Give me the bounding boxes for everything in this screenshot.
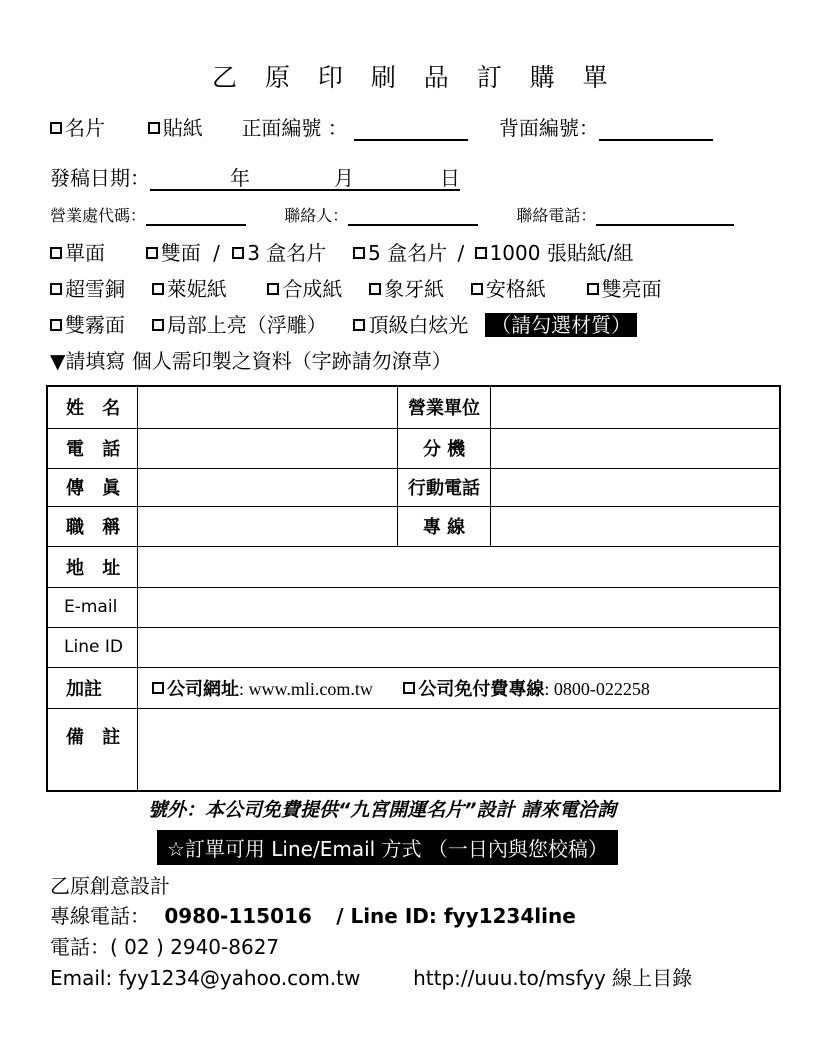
job-title-field[interactable] <box>138 506 398 546</box>
sticker-set-label: 1000 張貼紙/組 <box>489 241 634 265</box>
contact-person-label: 聯絡人： <box>284 206 349 225</box>
line-id-text: / Line ID: fyy1234line <box>336 904 576 928</box>
box5-label: 5 盒名片 <box>368 241 448 265</box>
double-side-checkbox[interactable] <box>146 247 158 259</box>
table-row <box>47 428 780 468</box>
material-checkbox[interactable] <box>353 319 365 331</box>
date-label: 發稿日期： <box>50 166 150 190</box>
separator: / <box>457 241 465 265</box>
mobile-label: 行動電話 <box>398 468 491 506</box>
job-title-label: 職 稱 <box>47 506 138 546</box>
material-label: 象牙紙 <box>384 277 445 301</box>
card-checkbox[interactable] <box>50 122 62 134</box>
date-field[interactable] <box>150 166 460 191</box>
instruction-text: ▼請填寫 個人需印製之資料（字跡請勿潦草） <box>50 349 452 373</box>
material-label: 頂級白炫光 <box>368 313 469 337</box>
name-field[interactable] <box>138 386 398 428</box>
website-value: : www.mli.com.tw <box>239 678 373 699</box>
contact-phone-label: 聯絡電話： <box>516 206 597 225</box>
table-row <box>47 546 780 587</box>
single-side-label: 單面 <box>65 241 105 265</box>
toll-free-value: : 0800-022258 <box>544 678 650 699</box>
hotline-number: 0980-115016 <box>164 904 312 928</box>
mobile-field[interactable] <box>491 468 781 506</box>
direct-line-field[interactable] <box>491 506 781 546</box>
toll-free-label: 公司免付費專線 <box>418 678 545 700</box>
material-hint: （請勾選材質） <box>485 313 637 337</box>
material-label: 超雪銅 <box>65 277 125 301</box>
material-label: 安格紙 <box>485 277 546 301</box>
back-number-field[interactable] <box>599 121 713 141</box>
front-number-label: 正面編號 ： <box>241 116 348 140</box>
website-checkbox[interactable] <box>152 682 164 694</box>
business-unit-label: 營業單位 <box>398 386 491 428</box>
card-option-label: 名片 <box>65 116 105 140</box>
material-checkbox[interactable] <box>50 283 62 295</box>
material-label: 雙亮面 <box>601 277 662 301</box>
print-option-row <box>50 237 634 266</box>
contact-row <box>50 203 734 226</box>
remark-label: 備 註 <box>47 708 138 791</box>
material-row-2 <box>50 309 637 338</box>
email-url-line <box>50 962 692 991</box>
hotline-line <box>50 900 576 929</box>
line-id-field[interactable] <box>138 627 781 667</box>
business-unit-field[interactable] <box>491 386 781 428</box>
month-label: 月 <box>334 166 354 190</box>
material-label: 合成紙 <box>282 277 343 301</box>
email-label: E-mail <box>47 587 138 627</box>
email-field[interactable] <box>138 587 781 627</box>
order-form-table <box>46 385 781 792</box>
material-checkbox[interactable] <box>369 283 381 295</box>
sticker-set-checkbox[interactable] <box>475 247 487 259</box>
material-checkbox[interactable] <box>152 319 164 331</box>
phone-text: 電話：( 02 ) 2940-8627 <box>50 935 280 959</box>
contact-person-field[interactable] <box>348 206 478 226</box>
company-name: 乙原創意設計 <box>50 874 170 898</box>
table-row <box>47 708 780 791</box>
page-title: 乙 原 印 刷 品 訂 購 單 <box>212 63 618 92</box>
front-number-field[interactable] <box>354 121 468 141</box>
material-checkbox[interactable] <box>267 283 279 295</box>
material-checkbox[interactable] <box>152 283 164 295</box>
direct-line-label: 專 線 <box>398 506 491 546</box>
fax-label: 傳 眞 <box>47 468 138 506</box>
separator: / <box>213 241 220 265</box>
extension-field[interactable] <box>491 428 781 468</box>
phone-label: 電 話 <box>47 428 138 468</box>
address-label: 地 址 <box>47 546 138 587</box>
agent-code-label: 營業處代碼： <box>50 206 147 225</box>
double-side-label: 雙面 <box>160 241 201 265</box>
remark-field[interactable] <box>138 708 781 791</box>
email-text: Email: fyy1234@yahoo.com.tw <box>50 966 361 990</box>
box3-label: 3 盒名片 <box>247 241 327 265</box>
table-row <box>47 386 780 428</box>
day-label: 日 <box>440 166 460 190</box>
date-row <box>50 162 460 191</box>
product-type-row <box>50 112 713 141</box>
hotline-label: 專線電話： <box>50 904 150 928</box>
box3-checkbox[interactable] <box>232 247 244 259</box>
material-label: 萊妮紙 <box>166 277 227 301</box>
table-row <box>47 627 780 667</box>
extension-label: 分 機 <box>398 428 491 468</box>
material-checkbox[interactable] <box>587 283 599 295</box>
material-checkbox[interactable] <box>50 319 62 331</box>
sticker-option-label: 貼紙 <box>162 116 203 140</box>
address-field[interactable] <box>138 546 781 587</box>
box5-checkbox[interactable] <box>353 247 365 259</box>
table-row <box>47 468 780 506</box>
table-row <box>47 667 780 708</box>
table-row <box>47 506 780 546</box>
table-row <box>47 587 780 627</box>
extra-note-label: 加註 <box>47 667 138 708</box>
promo-note: 號外：本公司免費提供“九宮開運名片”設計 請來電洽詢 <box>148 799 617 821</box>
single-side-checkbox[interactable] <box>50 247 62 259</box>
phone-field[interactable] <box>138 428 398 468</box>
material-checkbox[interactable] <box>471 283 483 295</box>
contact-phone-field[interactable] <box>596 206 734 226</box>
catalog-url[interactable]: http://uuu.to/msfyy 線上目錄 <box>413 966 693 990</box>
name-label: 姓 名 <box>47 386 138 428</box>
material-label: 局部上亮（浮雕） <box>166 313 327 337</box>
line-id-label: Line ID <box>47 627 138 667</box>
website-label: 公司網址 <box>167 678 239 700</box>
fax-field[interactable] <box>138 468 398 506</box>
sticker-checkbox[interactable] <box>148 122 160 134</box>
extra-note-cell <box>138 667 781 708</box>
toll-free-checkbox[interactable] <box>403 682 415 694</box>
agent-code-field[interactable] <box>146 206 246 226</box>
material-row-1 <box>50 273 662 302</box>
year-label: 年 <box>230 166 250 190</box>
material-label: 雙霧面 <box>65 313 125 337</box>
back-number-label: 背面編號： <box>498 116 599 140</box>
order-method-banner: ☆訂單可用 Line/Email 方式 （一日內與您校稿） <box>157 830 618 865</box>
